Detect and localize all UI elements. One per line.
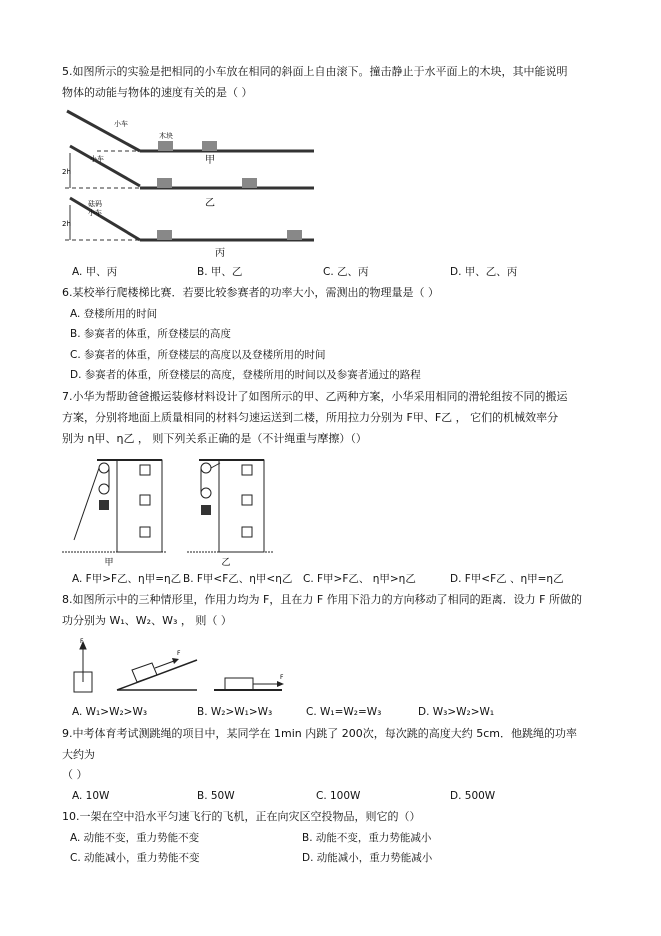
q9-option-a[interactable]: A. 10W [72, 790, 110, 802]
label-bing: 丙 [215, 248, 225, 259]
q5-option-c[interactable]: C. 乙、丙 [323, 266, 369, 278]
q6-stem: 6.某校举行爬楼梯比赛．若要比较参赛者的功率大小，需测出的物理量是（ ） [62, 286, 439, 299]
force-label: F [177, 650, 181, 657]
height-label: 2h [62, 168, 71, 176]
q8-force-figure [62, 637, 332, 699]
q8-option-b[interactable]: B. W₂>W₁>W₃ [197, 706, 273, 718]
q9-option-b[interactable]: B. 50W [197, 790, 235, 802]
car-label: 小车 [114, 120, 128, 128]
q10-stem: 10.一架在空中沿水平匀速飞行的飞机，正在向灾区空投物品，则它的（） [62, 810, 421, 823]
car-label: 小车 [90, 155, 104, 163]
q7-stem-line-2: 方案，分别将地面上质量相同的材料匀速运送到二楼，所用拉力分别为 F甲、F乙 ， 它们的机械效率分 [62, 411, 559, 424]
force-label: F [80, 638, 84, 645]
q10-option-b[interactable]: B. 动能不变，重力势能减小 [302, 832, 432, 844]
q6-option-d[interactable]: D. 参赛者的体重，所登楼层的高度，登楼所用的时间以及参赛者通过的路程 [70, 369, 421, 381]
force-label: F [280, 674, 284, 681]
label-jia: 甲 [104, 558, 114, 567]
label-yi: 乙 [221, 558, 231, 567]
q5-ramp-figure [62, 108, 324, 260]
q7-pulley-figure [62, 455, 277, 567]
q8-option-a[interactable]: A. W₁>W₂>W₃ [72, 706, 148, 718]
q5-option-b[interactable]: B. 甲、乙 [197, 266, 243, 278]
label-yi: 乙 [205, 198, 215, 209]
car-label: 小车 [88, 209, 102, 217]
q9-stem-line-1: 9.中考体育考试测跳绳的项目中，某同学在 1min 内跳了 200次，每次跳的高度大约 5cm．他跳绳的功率 [62, 727, 577, 740]
q9-stem-line-3: （ ） [62, 768, 88, 781]
q5-option-a[interactable]: A. 甲、丙 [72, 266, 118, 278]
q6-option-a[interactable]: A. 登楼所用的时间 [70, 308, 158, 320]
q10-option-a[interactable]: A. 动能不变，重力势能不变 [70, 832, 200, 844]
q7-option-c[interactable]: C. F甲>F乙、 η甲>η乙 [303, 573, 416, 585]
q10-option-c[interactable]: C. 动能减小，重力势能不变 [70, 852, 200, 864]
q6-option-c[interactable]: C. 参赛者的体重，所登楼层的高度以及登楼所用的时间 [70, 349, 326, 361]
q8-stem-line-2: 功分别为 W₁、W₂、W₃ ， 则（ ） [62, 614, 232, 627]
block-label: 木块 [159, 132, 173, 140]
q5-option-d[interactable]: D. 甲、乙、丙 [450, 266, 518, 278]
q5-stem-line-2: 物体的动能与物体的速度有关的是（ ） [62, 86, 253, 99]
q7-option-b[interactable]: B. F甲<F乙、η甲<η乙 [183, 573, 293, 585]
q8-option-d[interactable]: D. W₃>W₂>W₁ [418, 706, 495, 718]
q9-stem-line-2: 大约为 [62, 748, 95, 761]
weight-label: 砝码 [88, 200, 102, 208]
q7-stem-line-1: 7.小华为帮助爸爸搬运装修材料设计了如图所示的甲、乙两种方案，小华采用相同的滑轮组按不同的搬运 [62, 390, 568, 403]
q7-option-a[interactable]: A. F甲>F乙、η甲=η乙 [72, 573, 182, 585]
q9-option-d[interactable]: D. 500W [450, 790, 496, 802]
label-jia: 甲 [205, 155, 215, 166]
q7-option-d[interactable]: D. F甲<F乙 、η甲=η乙 [450, 573, 564, 585]
q5-stem-line-1: 5.如图所示的实验是把相同的小车放在相同的斜面上自由滚下。撞击静止于水平面上的木块，其中能说明 [62, 65, 568, 78]
q6-option-b[interactable]: B. 参赛者的体重，所登楼层的高度 [70, 328, 231, 340]
q8-option-c[interactable]: C. W₁=W₂=W₃ [306, 706, 382, 718]
q7-stem-line-3: 别为 η甲、η乙 ， 则下列关系正确的是（不计绳重与摩擦）（） [62, 432, 367, 445]
q10-option-d[interactable]: D. 动能减小，重力势能减小 [302, 852, 433, 864]
q9-option-c[interactable]: C. 100W [316, 790, 361, 802]
q8-stem-line-1: 8.如图所示中的三种情形里，作用力均为 F，且在力 F 作用下沿力的方向移动了相同的距离．设力 F 所做的 [62, 593, 582, 606]
height-label: 2h [62, 220, 71, 228]
